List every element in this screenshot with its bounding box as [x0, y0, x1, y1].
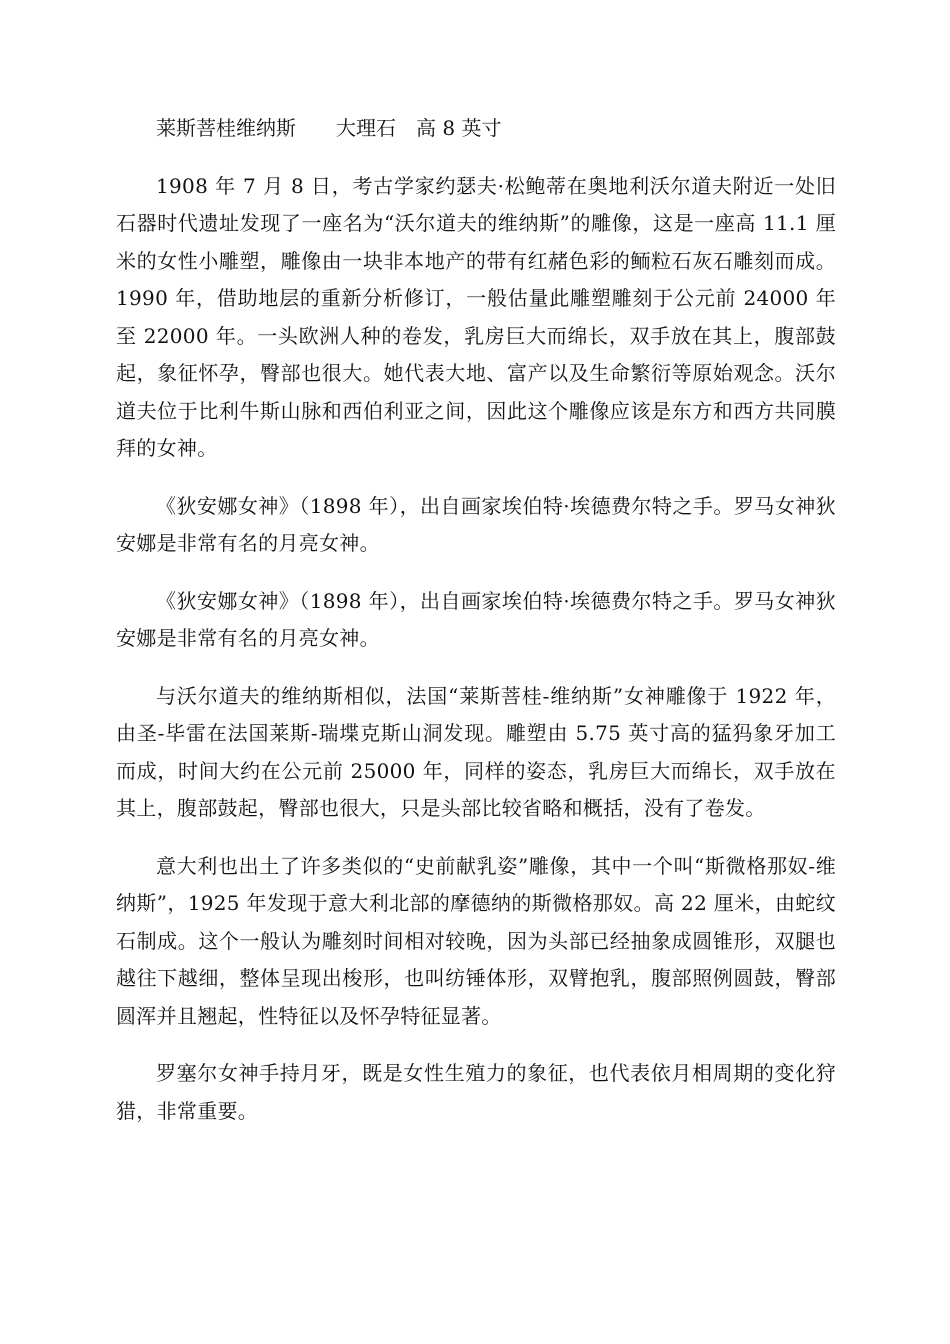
paragraph-diana-2: 《狄安娜女神》（1898 年），出自画家埃伯特·埃德费尔特之手。罗马女神狄安娜是非常有名的月亮女神。 [116, 588, 836, 650]
paragraph-diana-1: 《狄安娜女神》（1898 年），出自画家埃伯特·埃德费尔特之手。罗马女神狄安娜是非常有名的月亮女神。 [116, 493, 836, 555]
spacer [116, 828, 836, 848]
paragraph-willendorf: 1908 年 7 月 8 日，考古学家约瑟夫·松鲍蒂在奥地利沃尔道夫附近一处旧石器时代遗址发现了一座名为“沃尔道夫的维纳斯”的雕像，这是一座高 11.1 厘米的女性小雕塑，雕像由一块非本地产的带有红赭色彩的鲕粒石灰石雕刻而成。1990 年，借助地层的重新分析修订，一般估量此雕塑雕刻于公元前 24000 年至 22000 年。一头欧洲人种的卷发，乳房巨大而绵长，双手放在其上，腹部鼓起，象征怀孕，臀部也很大。她代表大地、富产以及生命繁衍等原始观念。沃尔道夫位于比利牛斯山脉和西伯利亚之间，因此这个雕像应该是东方和西方共同膜拜的女神。 [116, 173, 836, 460]
caption-line: 莱斯菩桂维纳斯 大理石 高 8 英寸 [156, 116, 502, 140]
spacer [116, 563, 836, 583]
paragraph-lespugue: 与沃尔道夫的维纳斯相似，法国“莱斯菩桂-维纳斯”女神雕像于 1922 年，由圣-毕雷在法国莱斯-瑞堞克斯山洞发现。雕塑由 5.75 英寸高的猛犸象牙加工而成，时间大约在公元前 25000 年，同样的姿态，乳房巨大而绵长，双手放在其上，腹部鼓起，臀部也很大，只是头部比较省略和概括，没有了卷发。 [116, 683, 836, 820]
paragraph-savignano: 意大利也出土了许多类似的“史前献乳姿”雕像，其中一个叫“斯微格那奴-维纳斯”，1925 年发现于意大利北部的摩德纳的斯微格那奴。高 22 厘米，由蛇纹石制成。这个一般认为雕刻时间相对较晚，因为头部已经抽象成圆锥形，双腿也越往下越细，整体呈现出梭形，也叫纺锤体形，双臂抱乳，腹部照例圆鼓，臀部圆浑并且翘起，性特征以及怀孕特征显著。 [116, 853, 836, 1028]
document-page [116, 110, 836, 1130]
spacer [116, 148, 836, 168]
spacer [116, 468, 836, 488]
paragraph-laussel: 罗塞尔女神手持月牙，既是女性生殖力的象征，也代表依月相周期的变化狩猎，非常重要。 [116, 1061, 836, 1123]
spacer [116, 1035, 836, 1055]
spacer [116, 658, 836, 678]
